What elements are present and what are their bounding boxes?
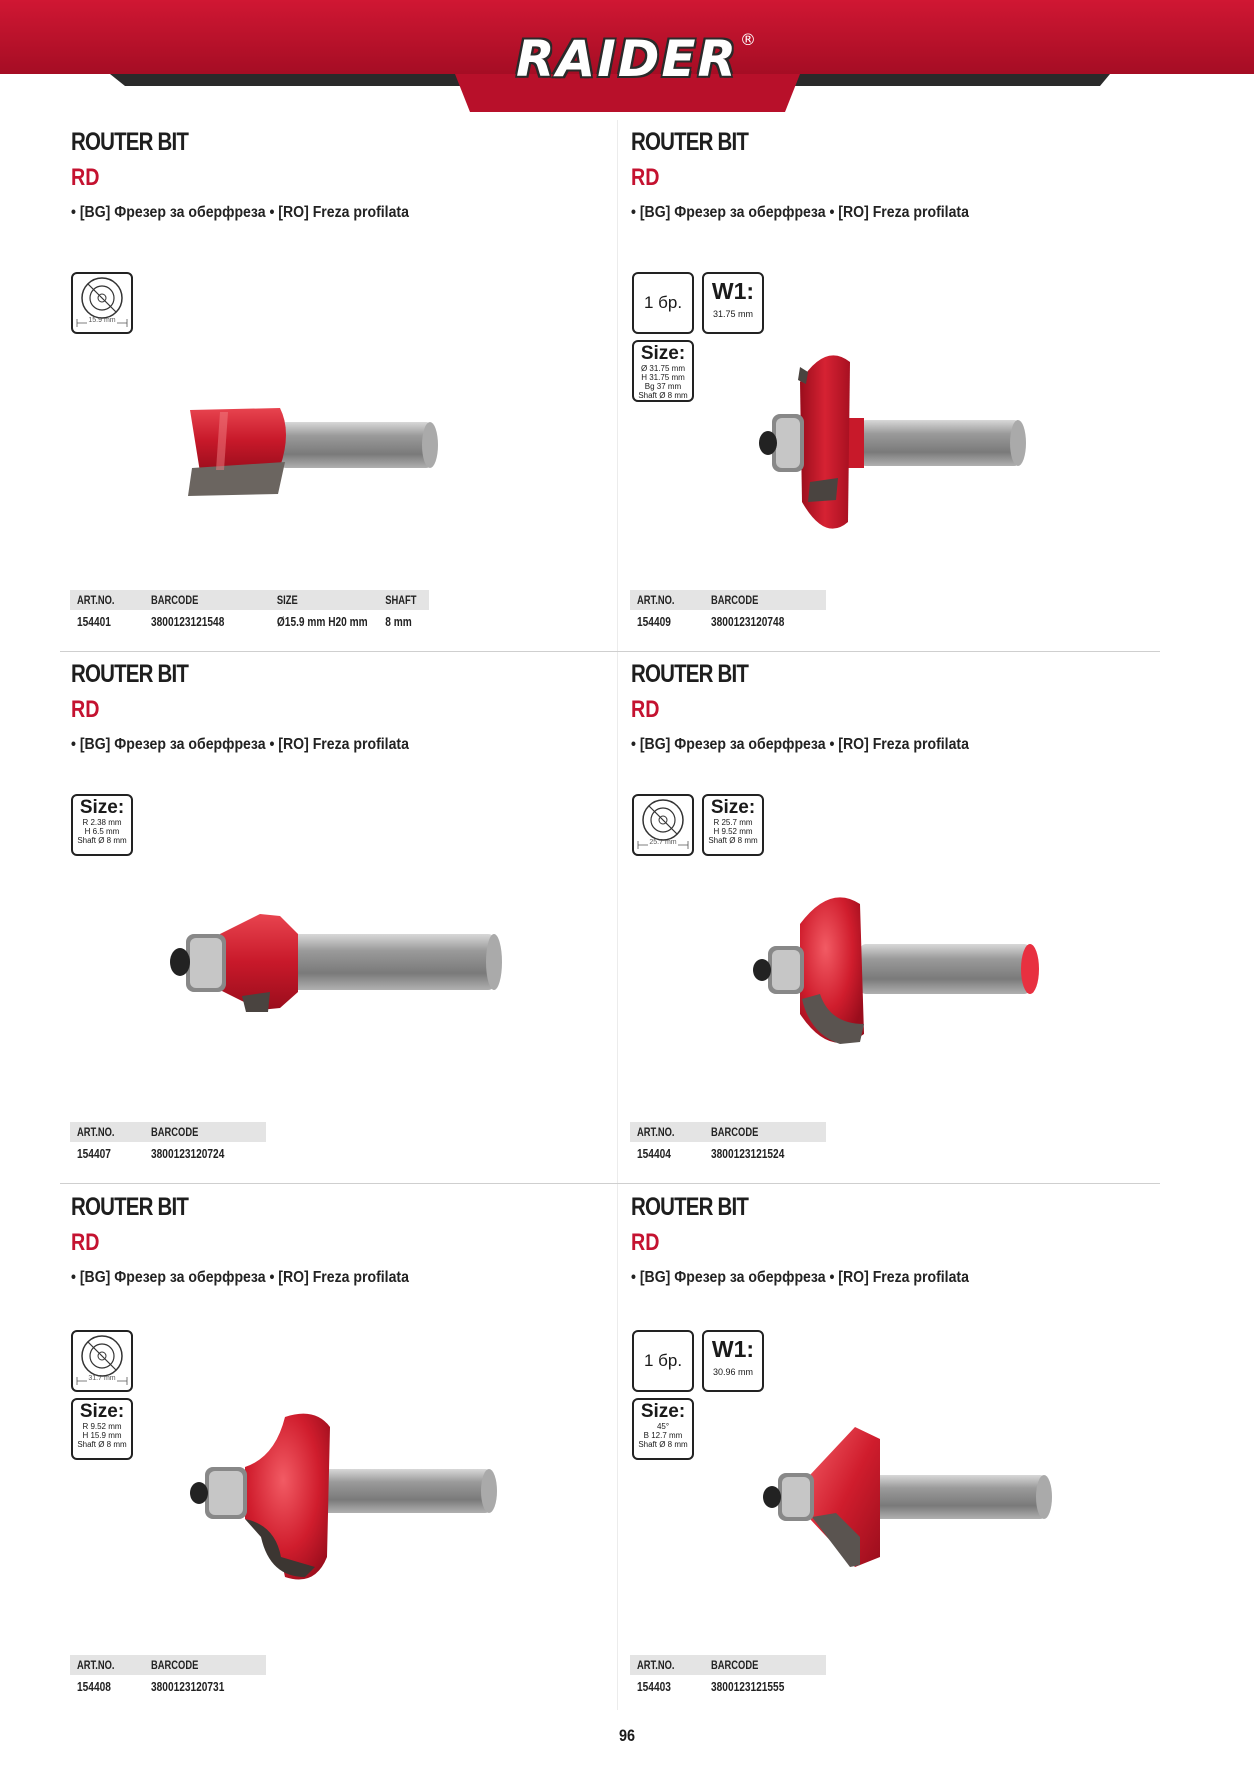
size-line: R 2.38 mm [82,818,122,827]
size-badge [702,794,764,856]
product-model: RD [631,164,660,191]
size-badge [632,1398,694,1460]
spec-table-header [630,1655,826,1675]
size-badge [71,794,133,856]
product-title: ROUTER BIT [631,128,749,156]
size-line: Bg 37 mm [644,382,682,391]
spec-table-row [70,1142,266,1164]
diameter-badge [632,794,694,856]
size-line: H 6.5 mm [84,827,120,836]
header-barcode: BARCODE [151,593,199,607]
spec-table-row [630,1675,826,1697]
quantity-badge: 1 бр. [632,1330,694,1392]
width-label: W1: [711,278,755,304]
router-bit-image [730,884,1050,1054]
header-barcode: BARCODE [711,1658,759,1672]
size-line: H 31.75 mm [641,373,685,382]
product-description: • [BG] Фрезер за оберфреза • [RO] Freza profilata [631,736,969,753]
size-badge [71,1398,133,1460]
router-bit-image [730,342,1050,542]
product-title: ROUTER BIT [71,660,189,688]
product-description: • [BG] Фрезер за оберфреза • [RO] Freza profilata [631,204,969,221]
page-number: 96 [618,1726,636,1745]
spec-table-header [630,1122,826,1142]
width-label: W1: [711,1336,755,1362]
router-bit-image [165,1407,505,1587]
size-label: Size: [710,797,756,818]
product-model: RD [631,1229,660,1256]
barcode-value: 3800123121548 [151,613,225,629]
product-description: • [BG] Фрезер за оберфреза • [RO] Freza profilata [631,1269,969,1286]
art-no-value: 154401 [77,613,111,629]
spec-table-row [630,610,826,632]
product-spec-table [70,590,429,632]
spec-table-row [70,1675,266,1697]
header-barcode: BARCODE [151,1125,199,1139]
page-header [0,0,1254,112]
size-line: Shaft Ø 8 mm [708,836,758,845]
router-bit-image [180,382,500,522]
size-line: 45° [656,1422,670,1431]
size-line: Ø 31.75 mm [640,364,685,373]
size-line: Shaft Ø 8 mm [77,1440,127,1449]
header-art-no: ART.NO. [77,593,115,607]
size-line: R 9.52 mm [82,1422,122,1431]
product-description: • [BG] Фрезер за оберфреза • [RO] Freza profilata [71,1269,409,1286]
product-model: RD [71,164,100,191]
product-spec-table [630,590,826,632]
product-model: RD [631,696,660,723]
barcode-value: 3800123120724 [151,1145,225,1161]
size-line: H 15.9 mm [82,1431,122,1440]
product-panel-154408 [70,1187,630,1717]
header-barcode: BARCODE [711,593,759,607]
spec-table-header [70,1655,266,1675]
size-label: Size: [79,797,125,818]
diameter-badge [71,1330,133,1392]
size-line: Shaft Ø 8 mm [638,1440,688,1449]
product-title: ROUTER BIT [71,128,189,156]
product-model: RD [71,696,100,723]
diameter-badge [71,272,133,334]
spec-table-header [630,590,826,610]
size-label: Size: [79,1401,125,1422]
product-panel-154407 [70,654,630,1184]
product-panel-154401 [70,122,630,652]
size-badge [632,340,694,402]
barcode-value: 3800123121524 [711,1145,785,1161]
product-title: ROUTER BIT [631,1193,749,1221]
raider-logo: RAIDER [516,30,738,88]
product-title: ROUTER BIT [631,660,749,688]
product-spec-table [70,1655,266,1697]
router-bit-image [740,1417,1060,1587]
spec-table-header [70,1122,266,1142]
router-bit-image [150,904,510,1024]
diameter-value: 25.7 mm [649,839,677,846]
art-no-value: 154404 [637,1145,671,1161]
size-line: H 9.52 mm [713,827,753,836]
header-barcode: BARCODE [151,1658,199,1672]
width-badge [702,272,764,334]
product-panel-154403 [630,1187,1190,1717]
product-spec-table [70,1122,266,1164]
header-shaft: SHAFT [385,593,417,607]
art-no-value: 154408 [77,1678,111,1694]
product-description: • [BG] Фрезер за оберфреза • [RO] Freza profilata [71,736,409,753]
size-value: Ø15.9 mm H20 mm [276,613,368,629]
size-line: Shaft Ø 8 mm [77,836,127,845]
width-badge [702,1330,764,1392]
barcode-value: 3800123120731 [151,1678,225,1694]
header-barcode: BARCODE [711,1125,759,1139]
header-size: SIZE [276,593,298,607]
product-panel-154409 [630,122,1190,652]
spec-table-row [630,1142,826,1164]
spec-table-row [70,610,429,632]
shaft-value: 8 mm [385,613,412,629]
barcode-value: 3800123121555 [711,1678,785,1694]
size-line: R 25.7 mm [713,818,753,827]
spec-table-header [70,590,429,610]
diameter-value: 15.9 mm [88,317,116,324]
size-line: Shaft Ø 8 mm [638,391,688,400]
width-value: 31.75 mm [712,309,754,319]
barcode-value: 3800123120748 [711,613,785,629]
art-no-value: 154403 [637,1678,671,1694]
product-model: RD [71,1229,100,1256]
header-art-no: ART.NO. [637,593,675,607]
product-spec-table [630,1122,826,1164]
width-value: 30.96 mm [712,1367,754,1377]
size-label: Size: [640,343,686,364]
product-title: ROUTER BIT [71,1193,189,1221]
product-spec-table [630,1655,826,1697]
product-panel-154404 [630,654,1190,1184]
header-art-no: ART.NO. [77,1658,115,1672]
art-no-value: 154409 [637,613,671,629]
product-description: • [BG] Фрезер за оберфреза • [RO] Freza profilata [71,204,409,221]
size-line: B 12.7 mm [643,1431,683,1440]
header-art-no: ART.NO. [77,1125,115,1139]
quantity-badge: 1 бр. [632,272,694,334]
header-art-no: ART.NO. [637,1125,675,1139]
art-no-value: 154407 [77,1145,111,1161]
header-art-no: ART.NO. [637,1658,675,1672]
size-label: Size: [640,1401,686,1422]
diameter-value: 31.7 mm [88,1375,116,1382]
registered-mark: ® [740,30,756,49]
